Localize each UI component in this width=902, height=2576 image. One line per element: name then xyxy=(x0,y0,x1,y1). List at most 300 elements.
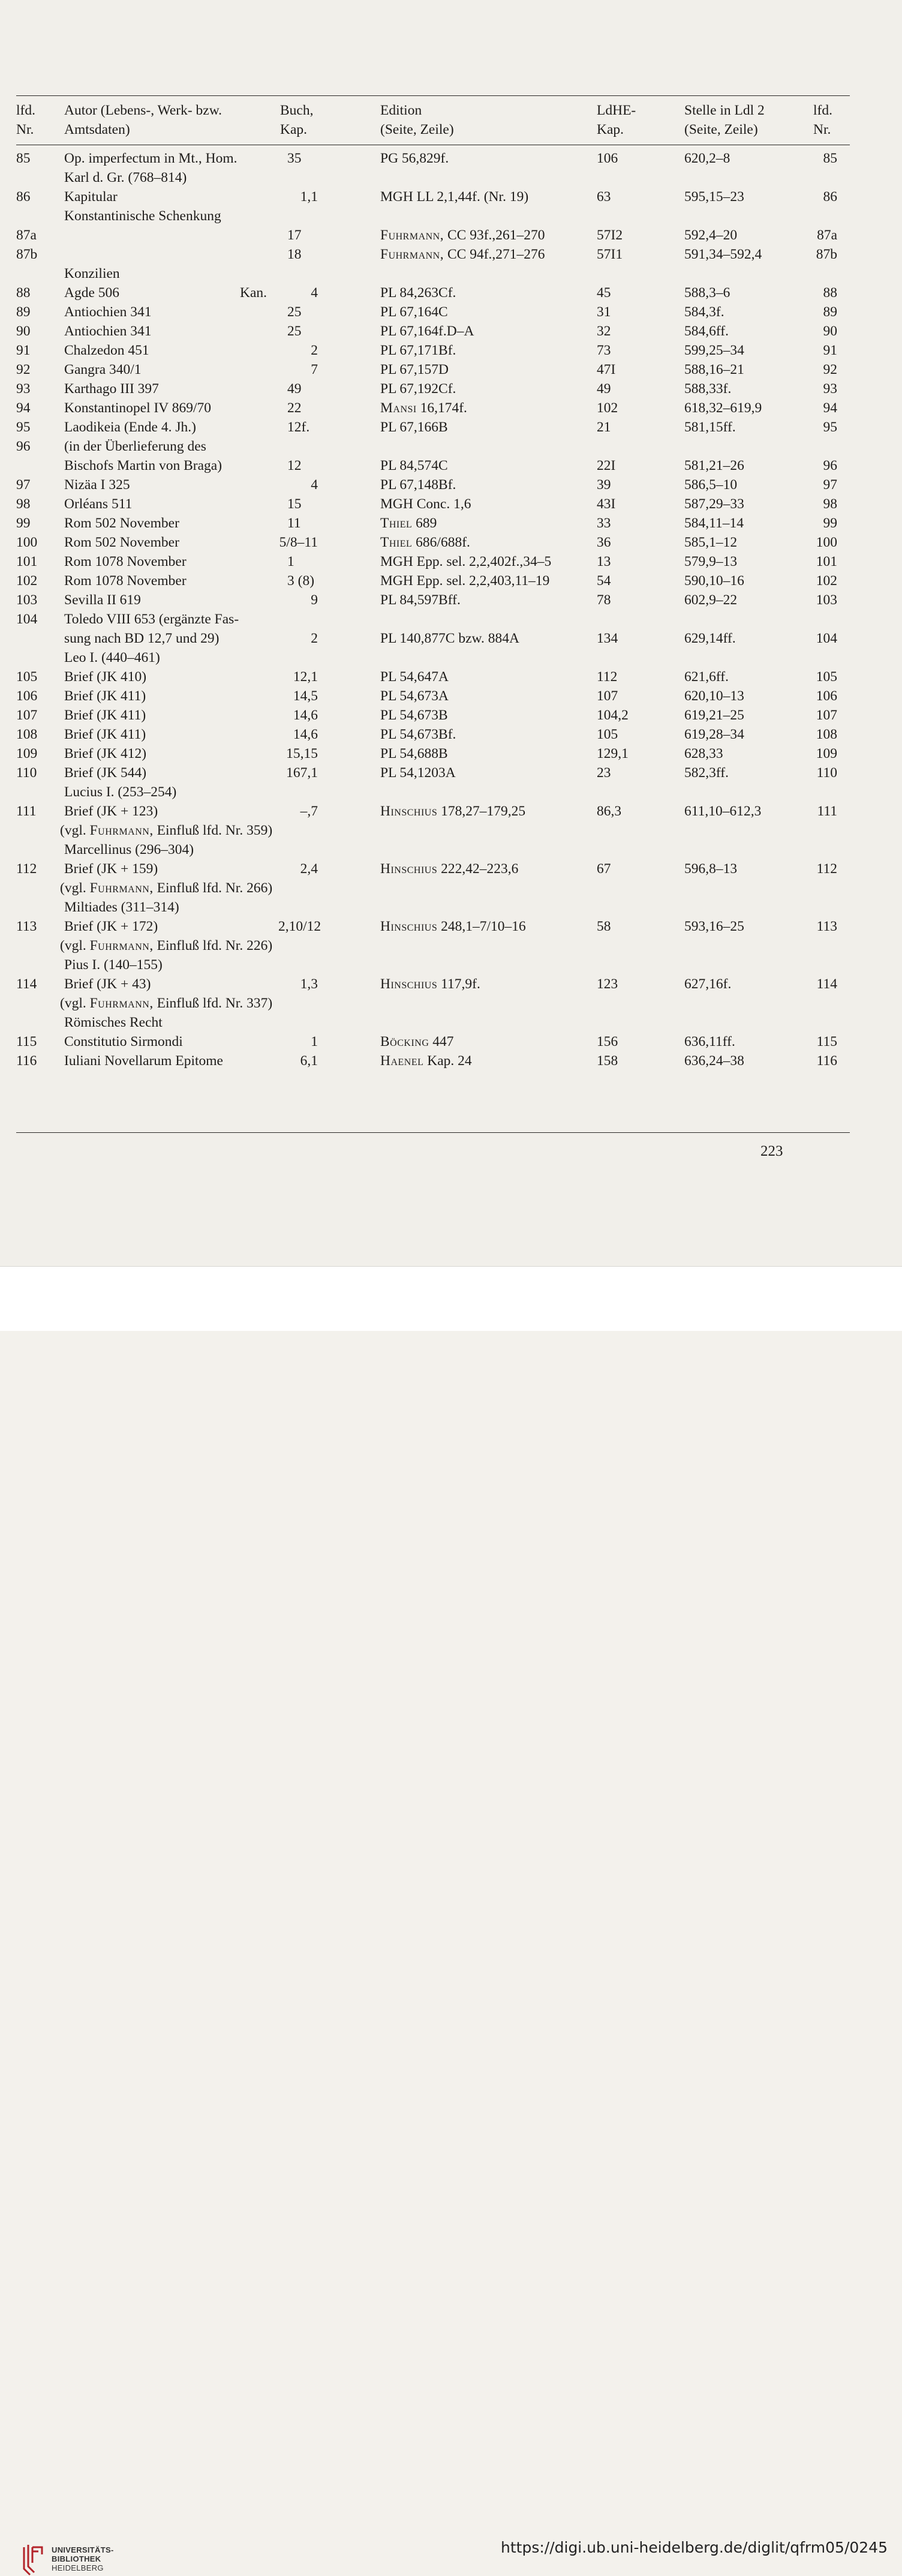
row-autor: Miltiades (311–314) xyxy=(64,899,179,915)
row-buch: 7 xyxy=(311,362,318,377)
table-row xyxy=(0,975,902,994)
row-stelle: 628,33 xyxy=(684,746,723,761)
autor-author-name: Fuhrmann, xyxy=(89,823,154,838)
row-buch: 9 xyxy=(311,592,318,608)
table-row xyxy=(0,169,902,188)
bottom-rule xyxy=(16,1132,850,1133)
edition-editor: Hinschius xyxy=(380,976,438,992)
row-buch: 14,6 xyxy=(293,707,318,723)
table-row xyxy=(0,629,902,649)
row-stelle: 619,21–25 xyxy=(684,707,744,723)
row-lfd: 116 xyxy=(16,1053,37,1069)
row-autor: Rom 1078 November xyxy=(64,554,187,569)
top-rule xyxy=(16,95,850,96)
row-lfd2: 104 xyxy=(816,631,837,646)
row-buch: 5/8–11 xyxy=(279,535,318,550)
header-lfd-2: Nr. xyxy=(16,122,34,137)
row-autor: Brief (JK + 43) xyxy=(64,976,151,992)
row-autor: Konzilien xyxy=(64,266,120,281)
row-lfd: 99 xyxy=(16,515,31,531)
row-ldhe: 21 xyxy=(597,419,611,435)
row-autor: Op. imperfectum in Mt., Hom. xyxy=(64,151,237,166)
row-ldhe: 54 xyxy=(597,573,611,589)
table-row xyxy=(0,956,902,975)
row-ldhe: 43I xyxy=(597,496,616,512)
table-row xyxy=(0,322,902,341)
row-edition xyxy=(380,514,437,533)
row-buch: 11 xyxy=(287,515,301,531)
viewer-footer xyxy=(0,1266,902,2572)
row-lfd: 102 xyxy=(16,573,38,589)
row-buch: 14,6 xyxy=(293,727,318,742)
row-ldhe: 33 xyxy=(597,515,611,531)
edition-ref: 16,174f. xyxy=(416,400,467,416)
row-edition: PL 67,164f.D–A xyxy=(380,323,474,339)
edition-editor: Thiel xyxy=(380,515,413,531)
row-lfd: 106 xyxy=(16,688,38,704)
row-ldhe: 58 xyxy=(597,919,611,934)
table-row xyxy=(0,495,902,514)
row-stelle: 588,33f. xyxy=(684,381,732,397)
row-lfd2: 114 xyxy=(816,976,837,992)
row-ldhe: 86,3 xyxy=(597,803,622,819)
autor-text: Einfluß lfd. Nr. 226) xyxy=(153,938,273,953)
row-lfd: 101 xyxy=(16,554,38,569)
row-lfd2: 100 xyxy=(816,535,837,550)
table-row xyxy=(0,783,902,802)
edition-ref: 248,1–7/10–16 xyxy=(437,919,526,934)
row-stelle: 596,8–13 xyxy=(684,861,738,877)
row-autor: Brief (JK 412) xyxy=(64,746,147,761)
row-ldhe: 45 xyxy=(597,285,611,301)
row-lfd: 93 xyxy=(16,381,31,397)
row-autor: Leo I. (440–461) xyxy=(64,650,160,665)
row-autor: sung nach BD 12,7 und 29) xyxy=(64,631,220,646)
row-ldhe: 13 xyxy=(597,554,611,569)
row-buch: 18 xyxy=(287,247,302,262)
library-name xyxy=(52,2545,114,2572)
row-lfd2: 106 xyxy=(816,688,837,704)
row-stelle: 588,3–6 xyxy=(684,285,730,301)
autor-text: Einfluß lfd. Nr. 359) xyxy=(153,823,273,838)
table-row xyxy=(0,341,902,361)
table-row xyxy=(0,802,902,821)
row-lfd2: 91 xyxy=(823,343,837,358)
row-buch: 17 xyxy=(287,227,302,243)
row-ldhe: 57I2 xyxy=(597,227,623,243)
row-edition xyxy=(380,860,518,879)
row-lfd: 96 xyxy=(16,439,31,454)
row-autor xyxy=(60,879,272,898)
header-stelle-1: Stelle in Ldl 2 xyxy=(684,103,765,118)
row-edition xyxy=(380,1052,472,1071)
table-row xyxy=(0,764,902,783)
row-edition: PL 84,597Bff. xyxy=(380,592,461,608)
table-row xyxy=(0,1013,902,1033)
autor-author-name: Fuhrmann, xyxy=(89,938,154,953)
edition-ref: 178,27–179,25 xyxy=(437,803,526,819)
row-edition xyxy=(380,802,525,821)
row-stelle: 585,1–12 xyxy=(684,535,738,550)
library-name-line-2: BIBLIOTHEK xyxy=(52,2554,101,2563)
library-name-line-1: UNIVERSITÄTS- xyxy=(52,2545,114,2554)
row-ldhe: 105 xyxy=(597,727,618,742)
row-ldhe: 73 xyxy=(597,343,611,358)
row-lfd2: 112 xyxy=(816,861,837,877)
row-autor: Nizäa I 325 xyxy=(64,477,130,493)
table-row xyxy=(0,745,902,764)
table-row xyxy=(0,149,902,169)
library-logo-icon xyxy=(22,2542,48,2576)
row-lfd2: 89 xyxy=(823,304,837,320)
header-buch-2: Kap. xyxy=(280,122,308,137)
header-buch-1: Buch, xyxy=(280,103,314,118)
row-ldhe: 156 xyxy=(597,1034,618,1049)
table-row xyxy=(0,687,902,706)
row-lfd: 92 xyxy=(16,362,31,377)
row-edition: PL 84,263Cf. xyxy=(380,285,456,301)
table-row xyxy=(0,265,902,284)
row-buch: –,7 xyxy=(300,803,318,819)
row-ldhe: 107 xyxy=(597,688,618,704)
table-row xyxy=(0,437,902,457)
header-lfd2-1: lfd. xyxy=(813,103,832,118)
row-edition xyxy=(380,533,470,553)
row-stelle: 595,15–23 xyxy=(684,189,744,205)
page-number: 223 xyxy=(760,1143,783,1159)
row-ldhe: 31 xyxy=(597,304,611,320)
row-autor: Marcellinus (296–304) xyxy=(64,842,194,857)
table-row xyxy=(0,284,902,303)
row-lfd: 91 xyxy=(16,343,31,358)
row-stelle: 619,28–34 xyxy=(684,727,744,742)
row-lfd2: 87b xyxy=(816,247,837,262)
document-page xyxy=(0,0,902,1266)
row-autor: Antiochien 341 xyxy=(64,304,152,320)
row-lfd2: 86 xyxy=(823,189,837,205)
row-edition xyxy=(380,245,545,265)
row-autor: Brief (JK 410) xyxy=(64,669,147,685)
header-ldhe-1: LdHE- xyxy=(597,103,636,118)
row-lfd: 88 xyxy=(16,285,31,301)
row-buch: 1,1 xyxy=(300,189,318,205)
row-lfd2: 85 xyxy=(823,151,837,166)
row-lfd: 110 xyxy=(16,765,37,781)
row-ldhe: 102 xyxy=(597,400,618,416)
row-ldhe: 22I xyxy=(597,458,616,473)
table-row xyxy=(0,841,902,860)
row-ldhe: 47I xyxy=(597,362,616,377)
edition-ref: 689 xyxy=(412,515,437,531)
row-autor: Karthago III 397 xyxy=(64,381,159,397)
table-row xyxy=(0,380,902,399)
permalink-url[interactable]: https://digi.ub.uni-heidelberg.de/diglit/qfrm05/0245 xyxy=(501,2539,888,2556)
row-stelle: 593,16–25 xyxy=(684,919,744,934)
row-lfd: 85 xyxy=(16,151,31,166)
row-ldhe: 106 xyxy=(597,151,618,166)
table-row xyxy=(0,188,902,207)
row-lfd2: 90 xyxy=(823,323,837,339)
autor-text: Einfluß lfd. Nr. 337) xyxy=(153,995,273,1011)
row-stelle: 592,4–20 xyxy=(684,227,738,243)
row-stelle: 586,5–10 xyxy=(684,477,738,493)
row-stelle: 581,21–26 xyxy=(684,458,744,473)
row-autor: Konstantinische Schenkung xyxy=(64,208,221,224)
row-lfd: 89 xyxy=(16,304,31,320)
row-lfd2: 110 xyxy=(816,765,837,781)
row-lfd: 95 xyxy=(16,419,31,435)
row-edition xyxy=(380,226,545,245)
row-lfd: 108 xyxy=(16,727,38,742)
row-autor: Toledo VIII 653 (ergänzte Fas- xyxy=(64,611,239,627)
row-edition: PL 67,166B xyxy=(380,419,448,435)
row-lfd: 86 xyxy=(16,189,31,205)
edition-editor: Hinschius xyxy=(380,803,438,819)
row-buch: 49 xyxy=(287,381,302,397)
row-edition: PL 67,164C xyxy=(380,304,448,320)
table-row xyxy=(0,1052,902,1071)
row-stelle: 581,15ff. xyxy=(684,419,736,435)
table-row xyxy=(0,553,902,572)
row-stelle: 629,14ff. xyxy=(684,631,736,646)
row-autor: Sevilla II 619 xyxy=(64,592,141,608)
edition-editor: Fuhrmann, xyxy=(380,227,444,243)
row-stelle: 584,6ff. xyxy=(684,323,729,339)
header-ldhe-2: Kap. xyxy=(597,122,624,137)
row-lfd2: 109 xyxy=(816,746,837,761)
row-buch: 14,5 xyxy=(293,688,318,704)
row-autor: Constitutio Sirmondi xyxy=(64,1034,183,1049)
autor-author-name: Fuhrmann, xyxy=(89,995,154,1011)
row-lfd2: 88 xyxy=(823,285,837,301)
table-row xyxy=(0,207,902,226)
row-buch: 22 xyxy=(287,400,302,416)
table-row xyxy=(0,917,902,937)
header-stelle-2: (Seite, Zeile) xyxy=(684,122,758,137)
row-autor: Brief (JK + 123) xyxy=(64,803,158,819)
row-lfd: 105 xyxy=(16,669,38,685)
row-lfd: 87b xyxy=(16,247,38,262)
edition-editor: Böcking xyxy=(380,1034,429,1049)
row-autor: Brief (JK + 159) xyxy=(64,861,158,877)
row-edition: PL 54,673A xyxy=(380,688,449,704)
edition-editor: Thiel xyxy=(380,535,413,550)
edition-ref: 222,42–223,6 xyxy=(437,861,519,877)
row-edition: PL 67,157D xyxy=(380,362,449,377)
row-lfd: 94 xyxy=(16,400,31,416)
row-lfd: 87a xyxy=(16,227,37,243)
header-lfd-1: lfd. xyxy=(16,103,35,118)
row-autor: Brief (JK 411) xyxy=(64,688,146,704)
row-buch: 1 xyxy=(287,554,294,569)
row-ldhe: 112 xyxy=(597,669,618,685)
table-row xyxy=(0,706,902,725)
table-row xyxy=(0,226,902,245)
row-autor: Agde 506 xyxy=(64,285,120,301)
edition-editor: Hinschius xyxy=(380,919,438,934)
table-row xyxy=(0,821,902,841)
row-stelle: 636,11ff. xyxy=(684,1034,735,1049)
row-lfd2: 105 xyxy=(816,669,837,685)
row-buch: 3 (8) xyxy=(287,573,315,589)
table-row xyxy=(0,898,902,917)
row-lfd2: 103 xyxy=(816,592,837,608)
row-lfd: 112 xyxy=(16,861,37,877)
row-autor: Brief (JK 411) xyxy=(64,727,146,742)
row-stelle: 590,10–16 xyxy=(684,573,744,589)
row-edition xyxy=(380,399,467,418)
row-edition: PL 67,171Bf. xyxy=(380,343,456,358)
row-ldhe: 123 xyxy=(597,976,618,992)
row-buch: 12 xyxy=(287,458,302,473)
row-buch: 15 xyxy=(287,496,302,512)
row-autor: Rom 502 November xyxy=(64,515,179,531)
row-ldhe: 63 xyxy=(597,189,611,205)
row-edition: PL 67,148Bf. xyxy=(380,477,456,493)
row-autor: Orléans 511 xyxy=(64,496,133,512)
row-edition: PL 54,673B xyxy=(380,707,448,723)
row-stelle: 584,3f. xyxy=(684,304,724,320)
row-autor: Römisches Recht xyxy=(64,1015,163,1030)
header-lfd2-2: Nr. xyxy=(813,122,831,137)
row-lfd2: 108 xyxy=(816,727,837,742)
row-lfd2: 92 xyxy=(823,362,837,377)
row-stelle: 588,16–21 xyxy=(684,362,744,377)
table-row xyxy=(0,476,902,495)
row-stelle: 599,25–34 xyxy=(684,343,744,358)
header-autor-1: Autor (Lebens-, Werk- bzw. xyxy=(64,103,223,118)
table-row xyxy=(0,418,902,437)
row-lfd: 115 xyxy=(16,1034,37,1049)
autor-author-name: Fuhrmann, xyxy=(89,880,154,896)
row-ldhe: 39 xyxy=(597,477,611,493)
row-autor: Konstantinopel IV 869/70 xyxy=(64,400,211,416)
row-buch: 2,4 xyxy=(300,861,318,877)
table-row xyxy=(0,514,902,533)
row-ldhe: 134 xyxy=(597,631,618,646)
library-name-line-3: HEIDELBERG xyxy=(52,2563,104,2572)
table-row xyxy=(0,591,902,610)
row-lfd2: 107 xyxy=(816,707,837,723)
row-ldhe: 67 xyxy=(597,861,611,877)
row-lfd: 97 xyxy=(16,477,31,493)
row-edition xyxy=(380,917,526,937)
row-lfd2: 93 xyxy=(823,381,837,397)
row-stelle: 620,10–13 xyxy=(684,688,744,704)
row-edition: MGH Conc. 1,6 xyxy=(380,496,471,512)
row-edition: PL 67,192Cf. xyxy=(380,381,456,397)
row-edition: PG 56,829f. xyxy=(380,151,449,166)
autor-prefix: (vgl. xyxy=(60,880,90,896)
row-lfd: 109 xyxy=(16,746,38,761)
row-lfd2: 115 xyxy=(816,1034,837,1049)
edition-editor: Hinschius xyxy=(380,861,438,877)
edition-ref: 686/688f. xyxy=(412,535,470,550)
autor-prefix: (vgl. xyxy=(60,995,90,1011)
row-buch: 15,15 xyxy=(286,746,318,761)
row-lfd: 107 xyxy=(16,707,38,723)
row-lfd: 98 xyxy=(16,496,31,512)
row-edition xyxy=(380,975,480,994)
row-lfd: 111 xyxy=(16,803,37,819)
table-row xyxy=(0,668,902,687)
row-autor: Rom 1078 November xyxy=(64,573,187,589)
table-row xyxy=(0,1033,902,1052)
row-lfd2: 98 xyxy=(823,496,837,512)
row-buch: 35 xyxy=(287,151,302,166)
table-row xyxy=(0,572,902,591)
row-lfd2: 111 xyxy=(817,803,837,819)
table-row xyxy=(0,937,902,956)
row-edition: PL 140,877C bzw. 884A xyxy=(380,631,519,646)
row-edition: MGH Epp. sel. 2,2,403,11–19 xyxy=(380,573,550,589)
row-edition: PL 54,673Bf. xyxy=(380,727,456,742)
table-row xyxy=(0,303,902,322)
edition-ref: Kap. 24 xyxy=(423,1053,472,1069)
row-autor: Brief (JK + 172) xyxy=(64,919,158,934)
row-ldhe: 57I1 xyxy=(597,247,623,262)
row-autor: Antiochien 341 xyxy=(64,323,152,339)
row-buch: 12f. xyxy=(287,419,310,435)
header-autor-2: Amtsdaten) xyxy=(64,122,130,137)
row-edition: MGH LL 2,1,44f. (Nr. 19) xyxy=(380,189,529,205)
row-edition: PL 54,688B xyxy=(380,746,448,761)
row-lfd: 113 xyxy=(16,919,37,934)
row-lfd2: 94 xyxy=(823,400,837,416)
row-stelle: 636,24–38 xyxy=(684,1053,744,1069)
row-autor: (in der Überlieferung des xyxy=(64,439,206,454)
row-buch: 1,3 xyxy=(300,976,318,992)
row-ldhe: 49 xyxy=(597,381,611,397)
autor-prefix: (vgl. xyxy=(60,938,90,953)
header-edition-2: (Seite, Zeile) xyxy=(380,122,454,137)
edition-ref: CC 93f.,261–270 xyxy=(444,227,545,243)
row-lfd: 104 xyxy=(16,611,38,627)
row-buch: 2,10/12 xyxy=(278,919,321,934)
row-autor: Iuliani Novellarum Epitome xyxy=(64,1053,223,1069)
row-buch: 1 xyxy=(311,1034,318,1049)
edition-ref: CC 94f.,271–276 xyxy=(444,247,545,262)
row-lfd2: 113 xyxy=(816,919,837,934)
edition-ref: 117,9f. xyxy=(437,976,480,992)
table-row xyxy=(0,994,902,1013)
row-lfd2: 102 xyxy=(816,573,837,589)
row-autor: Chalzedon 451 xyxy=(64,343,149,358)
row-ldhe: 36 xyxy=(597,535,611,550)
row-buch: 167,1 xyxy=(286,765,318,781)
row-autor: Brief (JK 544) xyxy=(64,765,147,781)
table-row xyxy=(0,860,902,879)
row-stelle: 584,11–14 xyxy=(684,515,744,531)
autor-prefix: (vgl. xyxy=(60,823,90,838)
row-ldhe: 104,2 xyxy=(597,707,629,723)
row-buch: 25 xyxy=(287,304,302,320)
table-row xyxy=(0,245,902,265)
edition-ref: 447 xyxy=(429,1034,454,1049)
table-row xyxy=(0,610,902,629)
row-edition: PL 54,647A xyxy=(380,669,449,685)
autor-text: Einfluß lfd. Nr. 266) xyxy=(153,880,273,896)
table-row xyxy=(0,649,902,668)
row-autor: Kapitular xyxy=(64,189,118,205)
row-ldhe: 78 xyxy=(597,592,611,608)
row-stelle: 618,32–619,9 xyxy=(684,400,762,416)
row-autor xyxy=(60,937,272,956)
row-stelle: 587,29–33 xyxy=(684,496,744,512)
table-row xyxy=(0,399,902,418)
row-autor xyxy=(60,994,272,1013)
edition-editor: Fuhrmann, xyxy=(380,247,444,262)
